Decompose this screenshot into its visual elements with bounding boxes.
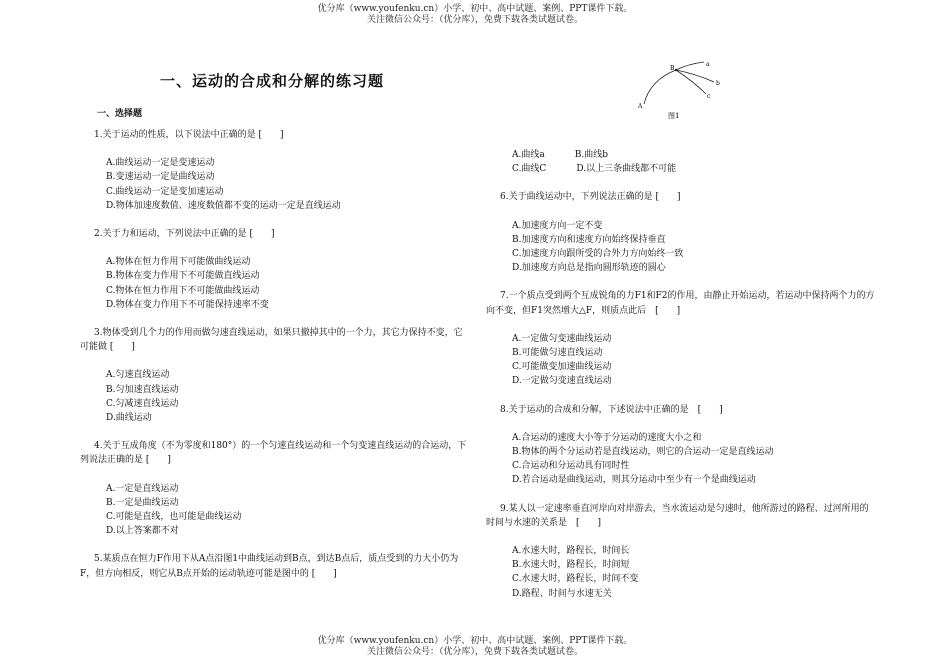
- option-c: C.曲线C: [512, 164, 547, 175]
- option-b: B.水速大时，路程长，时间短: [512, 560, 630, 571]
- option-list: [512, 431, 876, 488]
- option-b: B.物体在变力作用下不可能做直线运动: [106, 271, 260, 282]
- question-stem: 4.关于互成角度（不为零度和180°）的一个匀速直线运动和一个匀变速直线运动的合运动，下列说法正确的是 [ ]: [80, 441, 467, 466]
- option-b: B.加速度方向和速度方向始终保持垂直: [512, 234, 666, 245]
- option-list: [106, 156, 470, 213]
- option-b: B.一定是曲线运动: [106, 497, 179, 508]
- option-list: [512, 219, 876, 276]
- option-a: A.一定是直线运动: [106, 483, 179, 494]
- question-stem: 5.某质点在恒力F作用下从A点沿图1中曲线运动到B点，到达B点后，质点受到的力大小仍为F，但方向相反，则它从B点开始的运动轨迹可能是图中的 [ ]: [80, 554, 459, 579]
- question-stem: 6.关于曲线运动中，下列说法正确的是 [ ]: [500, 192, 681, 203]
- question-stem: 7.一个质点受到两个互成锐角的力F1和F2的作用，由静止开始运动，若运动中保持两个力的方向不变，但F1突然增大△F，则质点此后 [ ]: [486, 291, 875, 316]
- option-a: A.物体在恒力作用下可能做曲线运动: [106, 257, 251, 268]
- question-2: [80, 227, 470, 312]
- right-column: [486, 148, 876, 615]
- label-c: c: [707, 93, 711, 100]
- option-a: A.合运动的速度大小等于分运动的速度大小之和: [512, 432, 702, 443]
- section-heading: 一、选择题: [97, 109, 143, 119]
- question-1: [80, 128, 470, 213]
- option-list: [512, 544, 876, 601]
- option-d: D.以上三条曲线都不可能: [576, 164, 677, 175]
- footer-line-1: 优分库（www.youfenku.cn）小学、初中、高中试题、案例、PPT课件下载。: [317, 636, 633, 646]
- question-4: [80, 439, 470, 538]
- question-8: [486, 403, 876, 488]
- question-stem: 9.某人以一定速率垂直河岸向对岸游去，当水流运动是匀速时，他所游过的路程、过河所用的时间与水速的关系是 [ ]: [486, 503, 869, 528]
- option-c: C.加速度方向跟所受的合外力方向始终一致: [512, 249, 684, 260]
- question-5: [80, 552, 470, 580]
- label-A: A: [638, 103, 643, 110]
- trajectory-figure: [636, 58, 726, 124]
- question-7: [486, 289, 876, 388]
- option-c: C.合运动和分运动具有同时性: [512, 461, 630, 472]
- option-d: D.加速度方向总是指向圆形轨迹的圆心: [512, 263, 666, 274]
- question-3: [80, 326, 470, 425]
- label-b: b: [716, 80, 720, 87]
- question-stem: 3.物体受到几个力的作用而做匀速直线运动，如果只撤掉其中的一个力，其它力保持不变，它可能做 [ ]: [80, 328, 463, 353]
- left-column: [80, 128, 470, 595]
- option-b: B.物体的两个分运动若是直线运动，则它的合运动一定是直线运动: [512, 447, 774, 458]
- figure-caption: 图1: [668, 112, 680, 120]
- option-list: [106, 482, 470, 539]
- option-a: A.水速大时，路程长，时间长: [512, 546, 630, 557]
- option-d: D.物体在变力作用下不可能保持速率不变: [106, 299, 269, 310]
- option-a: A.加速度方向一定不变: [512, 220, 603, 231]
- header-line-1: 优分库（www.youfenku.cn）小学、初中、高中试题、案例、PPT课件下载。: [317, 4, 633, 14]
- point-b: [675, 69, 677, 71]
- label-B: B: [670, 65, 675, 72]
- option-a: A.曲线运动一定是变速运动: [106, 158, 215, 169]
- option-c: C.可能做变加速曲线运动: [512, 362, 612, 373]
- question-5-options: [512, 148, 876, 176]
- option-b: B.曲线b: [574, 150, 608, 160]
- option-d: D.曲线运动: [106, 413, 152, 424]
- question-stem: 2.关于力和运动，下列说法中正确的是 [ ]: [94, 229, 275, 240]
- option-b: B.匀加速直线运动: [106, 384, 179, 395]
- option-b: B.可能做匀速直线运动: [512, 348, 603, 359]
- option-a: A.一定做匀变速曲线运动: [512, 333, 612, 344]
- option-list: [106, 368, 470, 425]
- question-stem: 1.关于运动的性质，以下说法中正确的是 [ ]: [94, 130, 284, 140]
- option-a: A.匀速直线运动: [106, 370, 170, 381]
- option-d: D.以上答案都不对: [106, 526, 179, 537]
- question-stem: 8.关于运动的合成和分解，下述说法中正确的是 [ ]: [500, 404, 723, 415]
- option-c: C.匀减速直线运动: [106, 398, 179, 409]
- curve-b: [676, 70, 714, 82]
- header-line-2: 关注微信公众号：（优分库），免费下载各类试题试卷。: [366, 15, 583, 25]
- option-b: B.变速运动一定是曲线运动: [106, 172, 215, 183]
- option-c: C.可能是直线，也可能是曲线运动: [106, 512, 242, 523]
- option-list: [106, 255, 470, 312]
- curve-a: [676, 62, 704, 70]
- option-d: D.一定做匀变速直线运动: [512, 376, 612, 387]
- page-title: 一、运动的合成和分解的练习题: [160, 72, 385, 90]
- footer-line-2: 关注微信公众号：（优分库），免费下载各类试题试卷。: [366, 647, 583, 657]
- option-d: D.路程、时间与水速无关: [512, 588, 612, 599]
- page-header: [0, 4, 950, 26]
- option-d: D.若合运动是曲线运动，则其分运动中至少有一个是曲线运动: [512, 475, 756, 486]
- label-a: a: [706, 61, 710, 68]
- question-9: [486, 502, 876, 601]
- option-c: C.水速大时，路程长，时间不变: [512, 574, 639, 585]
- question-6: [486, 190, 876, 275]
- page-footer: [0, 636, 950, 658]
- option-list: [512, 332, 876, 389]
- option-c: C.物体在恒力作用下不可能做曲线运动: [106, 285, 260, 296]
- option-a: A.曲线a: [512, 150, 545, 160]
- option-c: C.曲线运动一定是变加速运动: [106, 186, 224, 197]
- option-d: D.物体加速度数值、速度数值都不变的运动一定是直线运动: [106, 200, 341, 211]
- curve-a-to-b: [644, 70, 676, 104]
